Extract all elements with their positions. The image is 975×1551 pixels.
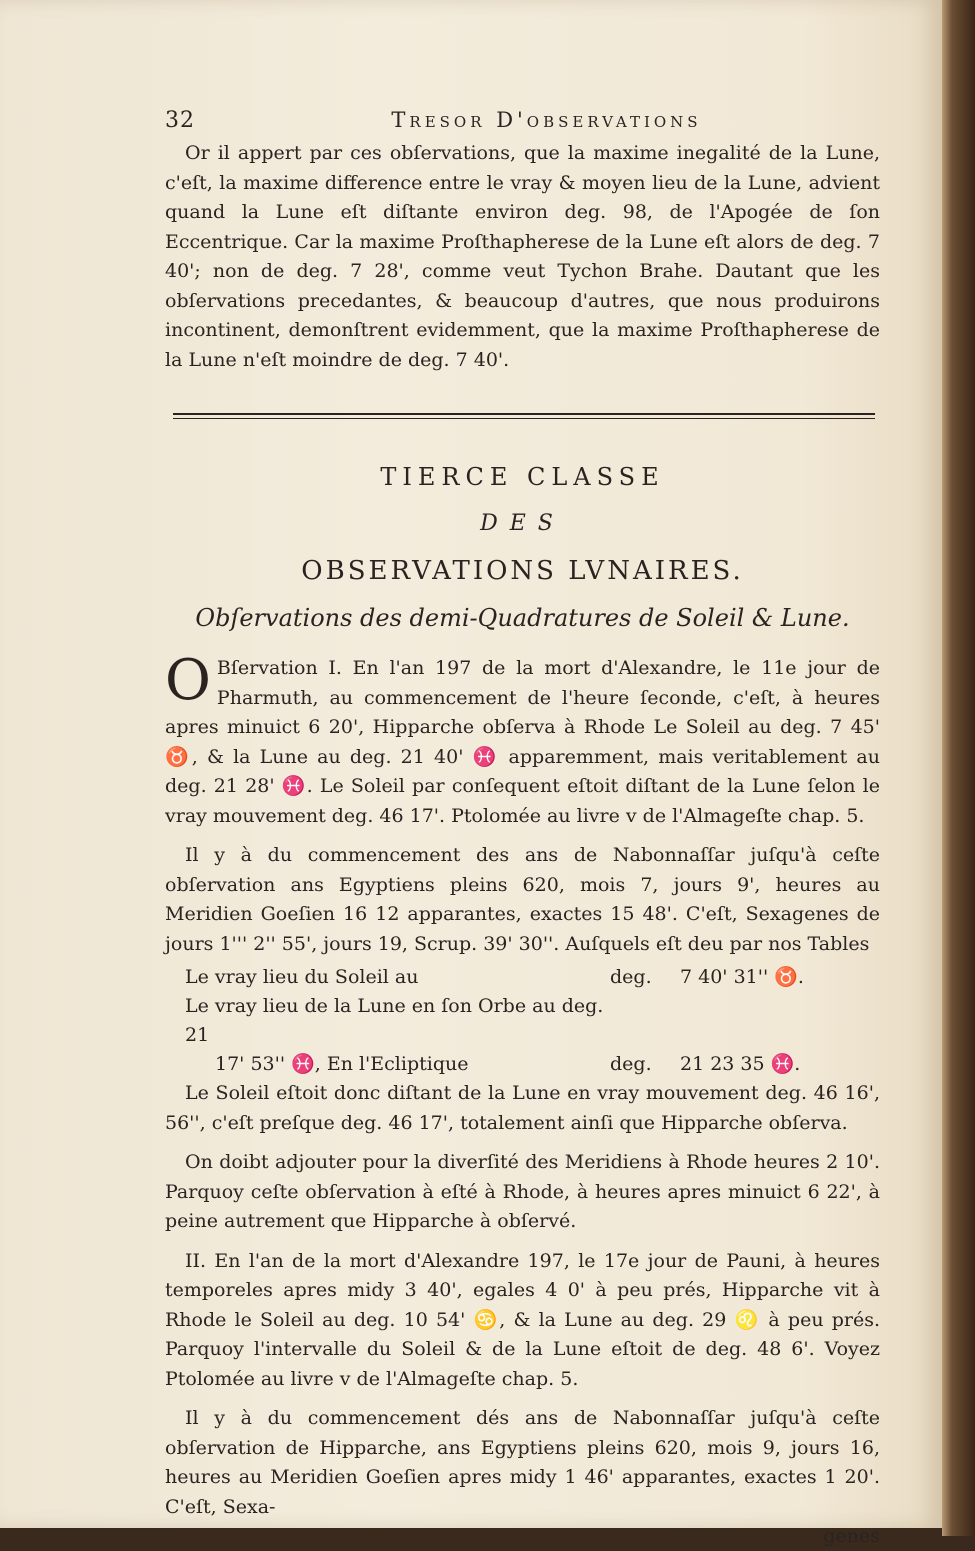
observation-2-paragraph: II. En l'an de la mort d'Alexandre 197, le 17e jour de Pauni, à heures temporeles apres midy 3 40', egales 4 0' à peu prés, Hipparche vit à Rhode le Soleil au deg. 10 54' ♋, & la Lune au deg. 29 ♌ à peu prés. Parquoy l'intervalle du Soleil & de la Lune eſtoit de deg. 48 6'. Voyez Ptolomée au livre v de l'Almageſte chap. 5. <box>165 1249 880 1390</box>
section-rule <box>173 413 875 419</box>
running-title: Tresor D'observations <box>391 108 702 132</box>
table-unit: deg. <box>610 966 652 988</box>
paragraph-nabonnassar-1: Il y à du commencement des ans de Nabonnaſſar juſqu'à ceſte obſervation ans Egyptiens pleins 620, mois 7, jours 9', heures au Meridien Goeſien 16 12 apparantes, exactes 15 48'. C'eſt, Sexagenes de jours 1''' 2'' 55', jours 19, Scrup. 39' 30''. Auſquels eſt deu par nos Tables <box>165 844 880 955</box>
section-title-observations: OBSERVATIONS LVNAIRES. <box>301 556 744 586</box>
table-value <box>680 992 880 1050</box>
table-unit: deg. <box>610 1053 652 1075</box>
section-title: TIERCE CLASSE <box>380 463 665 491</box>
page-content <box>165 108 880 1551</box>
paragraph-nabonnassar-2: Il y à du commencement dés ans de Nabonnaſſar juſqu'à ceſte obſervation de Hipparche, ans Egyptiens pleins 620, mois 9, jours 16, heures au Meridien Goeſien apres midy 1 46' apparantes, exactes 1 20'. C'eſt, Sexa- <box>165 1407 880 1518</box>
drop-cap: O <box>165 648 211 713</box>
table-value: 7 40' 31'' ♉. <box>680 966 804 988</box>
running-header <box>165 108 880 133</box>
observation-1-text: Bſervation I. En l'an 197 de la mort d'Alexandre, le 11e jour de Pharmuth, au commencement de l'heure ſeconde, c'eſt, à heures apres minuict 6 20', Hipparche obſerva à Rhode Le Soleil au deg. 7 45' ♉, & la Lune au deg. 21 40' ♓ apparemment, mais veritablement au deg. 21 28' ♓. Le Soleil par conſequent eſtoit diſtant de la Lune ſelon le vray mouvement deg. 46 17'. Ptolomée au livre v de l'Almageſte chap. 5. <box>165 657 880 827</box>
table-row <box>185 1050 880 1079</box>
table-label: Le vray lieu de la Lune en ſon Orbe au deg. 21 <box>185 995 604 1046</box>
book-spine <box>942 0 975 1536</box>
table-label: Le vray lieu du Soleil au <box>185 966 419 988</box>
section-title-des: DES <box>480 511 565 536</box>
paragraph-conclusion-1: Le Soleil eſtoit donc diſtant de la Lune en vray mouvement deg. 46 16', 56'', c'eſt preſque deg. 46 17', totalement ainſi que Hipparche obſerva. <box>165 1082 880 1134</box>
table-row <box>185 992 880 1050</box>
table-row <box>185 963 880 992</box>
table-label: 17' 53'' ♓, En l'Ecliptique <box>215 1053 469 1075</box>
table-unit <box>610 992 680 1050</box>
tables-block <box>185 963 880 1079</box>
page-number: 32 <box>165 108 195 133</box>
table-value: 21 23 35 ♓. <box>680 1053 801 1075</box>
observation-1-paragraph <box>165 648 880 831</box>
section-subtitle: Obſervations des demi-Quadratures de Soleil & Lune. <box>195 604 850 632</box>
paragraph-meridians: On doibt adjouter pour la diverſité des Meridiens à Rhode heures 2 10'. Parquoy ceſte obſervation à eſté à Rhode, à heures apres minuict 6 22', à peine autrement que Hipparche à obſervé. <box>165 1151 880 1232</box>
catchword: genes <box>823 1525 880 1547</box>
intro-paragraph: Or il appert par ces obſervations, que la maxime inegalité de la Lune, c'eſt, la maxime difference entre le vray & moyen lieu de la Lune, advient quand la Lune eſt diſtante environ deg. 98, de l'Apogée de ſon Eccentrique. Car la maxime Proſthapherese de la Lune eſt alors de deg. 7 40'; non de deg. 7 28', comme veut Tychon Brahe. Dautant que les obſervations precedantes, & beaucoup d'autres, que nous produirons incontinent, demonſtrent evidemment, que la maxime Proſthapherese de la Lune n'eſt moindre de deg. 7 40'. <box>165 142 880 371</box>
